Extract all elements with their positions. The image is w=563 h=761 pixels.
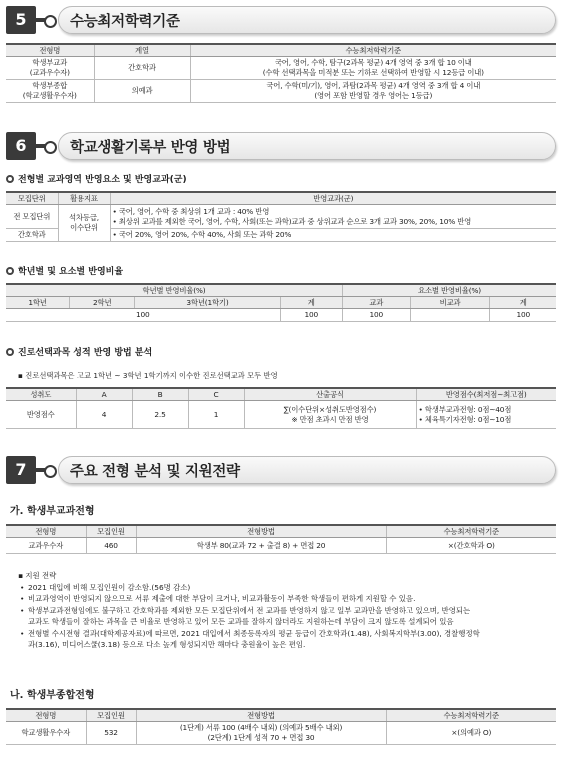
subheading: 진로선택과목 성적 반영 방법 분석 <box>6 345 152 358</box>
ring-icon <box>6 348 14 356</box>
section-title: 주요 전형 분석 및 지원전략 <box>70 464 240 480</box>
subheading-ga: 가. 학생부교과전형 <box>10 506 95 517</box>
section-5-header <box>6 6 556 34</box>
section-title: 수능최저학력기준 <box>70 14 180 30</box>
section-number: 5 <box>6 6 36 34</box>
career-subject-table: 성취도 A B C 산출공식 반영점수(최저점~최고점) 반영점수 4 2.5 1 ∑(이수단위×성취도반영점수) ※ 만점 초과시 만점 반영 • 학생부교과전형: 0점~40점 • 체육특기자전형: 0점~10점 <box>6 387 556 429</box>
list-item: • 전형별 수시전형 결과(대학제공자료)에 따르면, 2021 대입에서 최종등록자의 평균 등급이 간호학과(1.48), 사회복지학부(3.00), 경찰행정학 <box>18 628 548 640</box>
table-row: 전 모집단위 석차등급, 이수단위 • 국어, 영어, 수학 중 최상위 1개 교과 : 40% 반영 • 최상위 교과를 제외한 국어, 영어, 수학, 사회(또는 과학)교과 중 상위교과 순으로 3개 교과 30%, 20%, 10% 반영 <box>6 205 556 229</box>
table-row: 학교생활우수자 532 (1단계) 서류 100 (4배수 내외) (의예과 5배수 내외) (2단계) 1단계 성적 70 + 면접 30 ×(의예과 O) <box>6 722 556 745</box>
list-item: • 2021 대입에 비해 모집인원이 감소함.(56명 감소) <box>18 582 548 594</box>
strategy-list: ▪ 지원 전략 • 2021 대입에 비해 모집인원이 감소함.(56명 감소) • 비교과영역이 반영되지 않으므로 서류 제출에 대한 부담이 크거나, 비교과활동이 부족한 학생들이 편하게 지원할 수 있음. • 학생부교과전형임에도 불구하고 간호학과를 제외한 모든 모집단위에서 전 교과를 반영하지 않고 일부 교과만을 반영하고 있으며, 반영되는 교과도 학생들이 잘하는 과목을 큰 비율로 반영하고 있어 모든 교과를 잘하지 않더라도 지원하는데 부담이 크지 않도록 설계되어 있음 • 전형별 수시전형 결과(대학제공자료)에 따르면, 2021 대입에서 최종등록자의 평균 등급이 간호학과(1.48), 사회복지학부(3.00), 경찰행정학 과(3.16), 미디어스쿨(3.18) 등으로 다소 높게 형성되지만 해마다 충원율이 높은 편임. <box>18 570 548 651</box>
section-title: 학교생활기록부 반영 방법 <box>70 140 231 156</box>
list-item: 교과도 학생들이 잘하는 과목을 큰 비율로 반영하고 있어 모든 교과를 잘하지 않더라도 지원하는데 부담이 크지 않도록 설계되어 있음 <box>28 617 454 626</box>
note: ▪ 진로선택과목은 고교 1학년 ~ 3학년 1학기까지 이수한 진로선택교과 모두 반영 <box>18 371 278 380</box>
table-row: 반영점수 4 2.5 1 ∑(이수단위×성취도반영점수) ※ 만점 초과시 만점 반영 • 학생부교과전형: 0점~40점 • 체육특기자전형: 0점~10점 <box>6 401 556 429</box>
comprehensive-table: 전형명 모집인원 전형방법 수능최저학력기준 학교생활우수자 532 (1단계) 서류 100 (4배수 내외) (의예과 5배수 내외) (2단계) 1단계 성적 70 + 면접 30 ×(의예과 O) <box>6 708 556 745</box>
section-6-header <box>6 132 556 160</box>
section-7-header <box>6 456 556 484</box>
student-record-subject-table: 전형명 모집인원 전형방법 수능최저학력기준 교과우수자 460 학생부 80(교과 72 + 출결 8) + 면접 20 ×(간호학과 O) <box>6 524 556 554</box>
ratio-table: 학년별 반영비율(%) 요소별 반영비율(%) 1학년 2학년 3학년(1학기) 계 교과 비교과 계 100 100 100 100 <box>6 283 556 322</box>
ring-icon <box>6 267 14 275</box>
section-number: 6 <box>6 132 36 160</box>
table-row: 학생부종합 (학교생활우수자) 의예과 국어, 수학(미/기), 영어, 과탐(2과목 평균) 4개 영역 중 3개 합 4 이내 (영어 포함 반영할 경우 영어는 1등급) <box>6 80 556 103</box>
subheading: 전형별 교과영역 반영요소 및 반영교과(군) <box>6 172 187 185</box>
csat-minimum-table: 전형명 계열 수능최저학력기준 학생부교과 (교과우수자) 간호학과 국어, 영어, 수학, 탐구(2과목 평균) 4개 영역 중 3개 합 10 이내 (수학 선택과목을 미적분 또는 기하로 선택하여 반영할 시 12등급 이내) 학생부종합 (학교생활우수자) 의예과 국어, 수학(미/기), 영어, 과탐(2과목 평균) 4개 영역 중 3개 합 4 이내 (영어 포함 반영할 경우 영어는 1등급) <box>6 43 556 103</box>
section-number: 7 <box>6 456 36 484</box>
table-row: 학생부교과 (교과우수자) 간호학과 국어, 영어, 수학, 탐구(2과목 평균) 4개 영역 중 3개 합 10 이내 (수학 선택과목을 미적분 또는 기하로 선택하여 반영할 시 12등급 이내) <box>6 57 556 80</box>
list-item: • 비교과영역이 반영되지 않으므로 서류 제출에 대한 부담이 크거나, 비교과활동이 부족한 학생들이 편하게 지원할 수 있음. <box>18 593 548 605</box>
subheading: 학년별 및 요소별 반영비율 <box>6 264 123 277</box>
list-item: • 학생부교과전형임에도 불구하고 간호학과를 제외한 모든 모집단위에서 전 교과를 반영하지 않고 일부 교과만을 반영하고 있으며, 반영되는 <box>18 605 548 617</box>
table-row: 100 100 100 100 <box>6 309 556 322</box>
ring-icon <box>6 175 14 183</box>
table-row: 간호학과 • 국어 20%, 영어 20%, 수학 40%, 사회 또는 과학 20% <box>6 229 556 242</box>
reflection-subjects-table: 모집단위 활용지표 반영교과(군) 전 모집단위 석차등급, 이수단위 • 국어, 영어, 수학 중 최상위 1개 교과 : 40% 반영 • 최상위 교과를 제외한 국어, 영어, 수학, 사회(또는 과학)교과 중 상위교과 순으로 3개 교과 30%, 20%, 10% 반영 간호학과 • 국어 20%, 영어 20%, 수학 40%, 사회 또는 과학 20% <box>6 191 556 242</box>
list-item: 과(3.16), 미디어스쿨(3.18) 등으로 다소 높게 형성되지만 해마다 충원율이 높은 편임. <box>28 640 306 649</box>
subheading-na: 나. 학생부종합전형 <box>10 690 95 701</box>
table-row: 교과우수자 460 학생부 80(교과 72 + 출결 8) + 면접 20 ×(간호학과 O) <box>6 538 556 554</box>
